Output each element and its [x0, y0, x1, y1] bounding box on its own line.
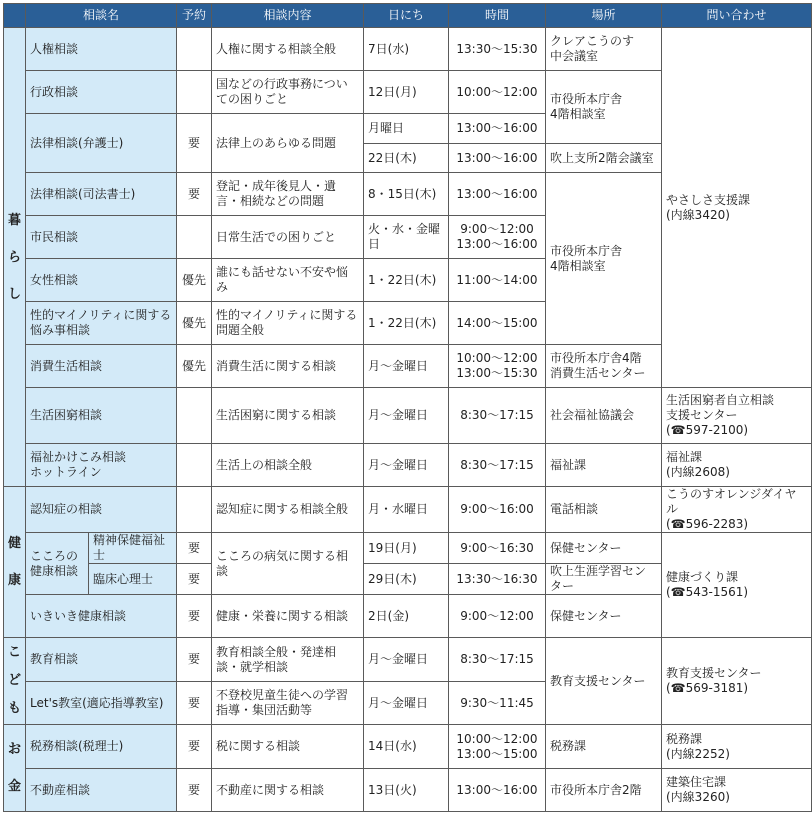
row-name: Let's教室(適応指導教室) — [26, 682, 177, 725]
row-reservation: 要 — [177, 533, 212, 564]
category-kodomo: こ ど も — [4, 638, 26, 725]
row-date: 1・22日(木) — [364, 259, 449, 302]
row-reservation — [177, 28, 212, 71]
row-place: 保健センター — [546, 595, 662, 638]
row-place: 教育支援センター — [546, 638, 662, 725]
row-time: 9:30～11:45 — [449, 682, 546, 725]
row-reservation: 要 — [177, 564, 212, 595]
row-date: 29日(木) — [364, 564, 449, 595]
row-time: 13:30～16:30 — [449, 564, 546, 595]
row-content: 性的マイノリティに関する問題全般 — [212, 302, 364, 345]
row-date: 8・15日(木) — [364, 173, 449, 216]
row-place: 市役所本庁舎 4階相談室 — [546, 173, 662, 345]
row-time: 11:00～14:00 — [449, 259, 546, 302]
row-place: 電話相談 — [546, 487, 662, 533]
row-date: 12日(月) — [364, 71, 449, 114]
row-date: 月・水曜日 — [364, 487, 449, 533]
row-content: 消費生活に関する相談 — [212, 345, 364, 388]
row-time: 13:00～16:00 — [449, 114, 546, 144]
row-time: 9:00～12:00 13:00～16:00 — [449, 216, 546, 259]
row-time: 9:00～16:00 — [449, 487, 546, 533]
row-date: 月～金曜日 — [364, 345, 449, 388]
row-time: 13:00～16:00 — [449, 769, 546, 812]
row-subname: 精神保健福祉士 — [89, 533, 177, 564]
row-place: 市役所本庁舎 4階相談室 — [546, 71, 662, 144]
category-okane: お 金 — [4, 725, 26, 812]
row-content: 認知症に関する相談全般 — [212, 487, 364, 533]
row-content: 不登校児童生徒への学習指導・集団活動等 — [212, 682, 364, 725]
row-time: 13:00～16:00 — [449, 144, 546, 173]
header-reservation: 予約 — [177, 4, 212, 28]
row-time: 10:00～12:00 13:00～15:30 — [449, 345, 546, 388]
row-reservation — [177, 444, 212, 487]
row-place: 市役所本庁舎2階 — [546, 769, 662, 812]
row-content: 国などの行政事務についての困りごと — [212, 71, 364, 114]
row-name: 不動産相談 — [26, 769, 177, 812]
row-place: 市役所本庁舎4階 消費生活センター — [546, 345, 662, 388]
row-contact: こうのすオレンジダイヤル (☎596-2283) — [662, 487, 812, 533]
row-place: 社会福祉協議会 — [546, 388, 662, 444]
row-reservation — [177, 71, 212, 114]
row-content: 生活上の相談全般 — [212, 444, 364, 487]
row-reservation: 優先 — [177, 259, 212, 302]
table-row — [4, 769, 812, 812]
row-reservation — [177, 216, 212, 259]
row-content: 生活困窮に関する相談 — [212, 388, 364, 444]
row-reservation — [177, 487, 212, 533]
row-content: 税に関する相談 — [212, 725, 364, 769]
row-date: 2日(金) — [364, 595, 449, 638]
row-name: 税務相談(税理士) — [26, 725, 177, 769]
row-name: こころの 健康相談 — [26, 533, 89, 595]
row-name: 市民相談 — [26, 216, 177, 259]
row-date: 月～金曜日 — [364, 444, 449, 487]
row-date: 19日(月) — [364, 533, 449, 564]
row-time: 9:00～16:30 — [449, 533, 546, 564]
row-contact: 福祉課 (内線2608) — [662, 444, 812, 487]
row-content: 日常生活での困りごと — [212, 216, 364, 259]
header-time: 時間 — [449, 4, 546, 28]
row-date: 月～金曜日 — [364, 388, 449, 444]
row-time: 10:00～12:00 13:00～15:00 — [449, 725, 546, 769]
row-date: 月～金曜日 — [364, 638, 449, 682]
header-row — [4, 4, 812, 28]
table-row — [4, 388, 812, 444]
row-name: 教育相談 — [26, 638, 177, 682]
row-name: 性的マイノリティに関する悩み事相談 — [26, 302, 177, 345]
row-name: 女性相談 — [26, 259, 177, 302]
row-content: 教育相談全般・発達相談・就学相談 — [212, 638, 364, 682]
row-time: 8:30～17:15 — [449, 638, 546, 682]
header-name: 相談名 — [26, 4, 177, 28]
row-date: 1・22日(木) — [364, 302, 449, 345]
row-reservation: 要 — [177, 638, 212, 682]
header-content: 相談内容 — [212, 4, 364, 28]
row-contact: 教育支援センター (☎569-3181) — [662, 638, 812, 725]
row-content: 法律上のあらゆる問題 — [212, 114, 364, 173]
row-date: 月～金曜日 — [364, 682, 449, 725]
row-name: 生活困窮相談 — [26, 388, 177, 444]
row-date: 13日(火) — [364, 769, 449, 812]
row-name: 認知症の相談 — [26, 487, 177, 533]
row-content: 人権に関する相談全般 — [212, 28, 364, 71]
row-date: 22日(木) — [364, 144, 449, 173]
row-name: いきいき健康相談 — [26, 595, 177, 638]
table-row — [4, 725, 812, 769]
row-name: 法律相談(司法書士) — [26, 173, 177, 216]
header-place: 場所 — [546, 4, 662, 28]
row-content: 健康・栄養に関する相談 — [212, 595, 364, 638]
contact-kenko: 健康づくり課 (☎543-1561) — [662, 533, 812, 638]
row-contact: 税務課 (内線2252) — [662, 725, 812, 769]
row-time: 13:00～16:00 — [449, 173, 546, 216]
row-content: こころの病気に関する相談 — [212, 533, 364, 595]
row-reservation: 優先 — [177, 345, 212, 388]
header-date: 日にち — [364, 4, 449, 28]
row-contact: 建築住宅課 (内線3260) — [662, 769, 812, 812]
row-name: 行政相談 — [26, 71, 177, 114]
row-name: 法律相談(弁護士) — [26, 114, 177, 173]
row-date: 14日(水) — [364, 725, 449, 769]
row-contact: 生活困窮者自立相談 支援センター (☎597-2100) — [662, 388, 812, 444]
table-row — [4, 444, 812, 487]
category-kurashi: 暮 ら し — [4, 28, 26, 487]
row-content: 不動産に関する相談 — [212, 769, 364, 812]
row-reservation: 要 — [177, 173, 212, 216]
row-reservation: 要 — [177, 725, 212, 769]
category-kenko: 健 康 — [4, 487, 26, 638]
row-time: 13:30～15:30 — [449, 28, 546, 71]
row-reservation: 要 — [177, 595, 212, 638]
header-category — [4, 4, 26, 28]
row-date: 月曜日 — [364, 114, 449, 144]
row-place: クレアこうのす 中会議室 — [546, 28, 662, 71]
row-place: 吹上生涯学習センター — [546, 564, 662, 595]
row-time: 10:00～12:00 — [449, 71, 546, 114]
row-reservation: 要 — [177, 682, 212, 725]
row-time: 14:00～15:00 — [449, 302, 546, 345]
table-row — [4, 487, 812, 533]
row-time: 8:30～17:15 — [449, 444, 546, 487]
row-content: 誰にも話せない不安や悩み — [212, 259, 364, 302]
row-reservation: 要 — [177, 114, 212, 173]
header-contact: 問い合わせ — [662, 4, 812, 28]
table-row — [4, 638, 812, 682]
row-name: 福祉かけこみ相談 ホットライン — [26, 444, 177, 487]
row-content: 登記・成年後見人・遺言・相続などの問題 — [212, 173, 364, 216]
table-row — [4, 533, 812, 564]
table-row — [4, 28, 812, 71]
row-subname: 臨床心理士 — [89, 564, 177, 595]
row-place: 税務課 — [546, 725, 662, 769]
row-time: 8:30～17:15 — [449, 388, 546, 444]
row-reservation — [177, 388, 212, 444]
contact-yasashisa: やさしさ支援課 (内線3420) — [662, 28, 812, 388]
row-name: 消費生活相談 — [26, 345, 177, 388]
row-name: 人権相談 — [26, 28, 177, 71]
row-date: 7日(水) — [364, 28, 449, 71]
row-date: 火・水・金曜日 — [364, 216, 449, 259]
row-reservation: 要 — [177, 769, 212, 812]
row-reservation: 優先 — [177, 302, 212, 345]
row-time: 9:00～12:00 — [449, 595, 546, 638]
row-place: 保健センター — [546, 533, 662, 564]
row-place: 福祉課 — [546, 444, 662, 487]
row-place: 吹上支所2階会議室 — [546, 144, 662, 173]
consultation-table — [3, 3, 812, 812]
